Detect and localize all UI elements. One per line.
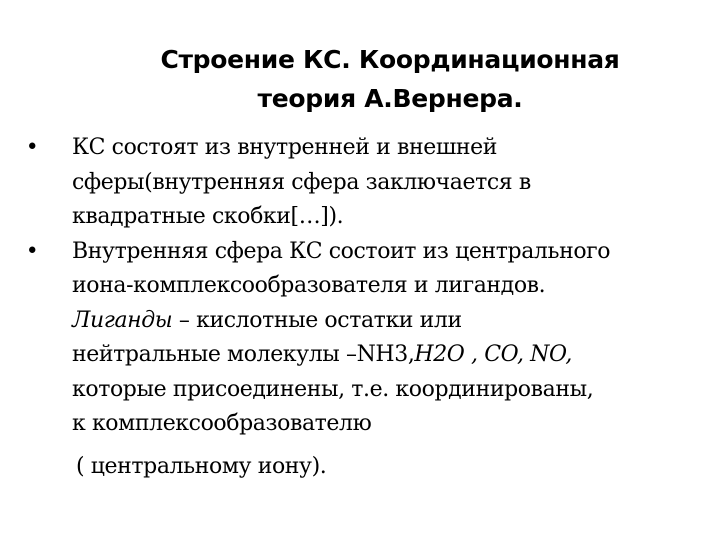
bullet-2-line-3 (72, 304, 702, 339)
slide-title (90, 40, 690, 118)
bullet-2-line-2: иона-комплексообразователя и лигандов. (72, 273, 546, 298)
bullet-2-line-4 (72, 338, 702, 373)
ligand-term: Лиганды (72, 307, 173, 333)
title-line-1: Строение КС. Координационная (160, 45, 620, 74)
slide-body (22, 131, 702, 484)
molecules-formulas: H2O , CO, NO, (414, 342, 572, 367)
bullet-2-line-6: к комплексообразователю (72, 411, 372, 436)
bullet-1-line-1: КС состоят из внутренней и внешней (72, 135, 498, 160)
bullet-item-1 (22, 131, 702, 235)
bullet-1-line-2: сферы(внутренняя сфера заключается в (72, 169, 531, 195)
molecules-prefix: нейтральные молекулы –NH3, (72, 342, 415, 367)
bullet-1-line-3: квадратные скобки[…]). (72, 204, 344, 229)
bullet-2-line-1: Внутренняя сфера КС состоит из центрального (72, 238, 611, 264)
bullet-item-2 (22, 235, 702, 485)
bullet-2-line-7: ( центральному иону). (76, 453, 327, 479)
bullet-2-line-5: которые присоединены, т.е. координированы, (72, 376, 594, 402)
ligand-definition: – кислотные остатки или (172, 307, 462, 333)
bullet-marker: • (25, 135, 39, 160)
title-line-2: теория А.Вернера. (257, 84, 523, 113)
bullet-marker: • (25, 238, 39, 264)
